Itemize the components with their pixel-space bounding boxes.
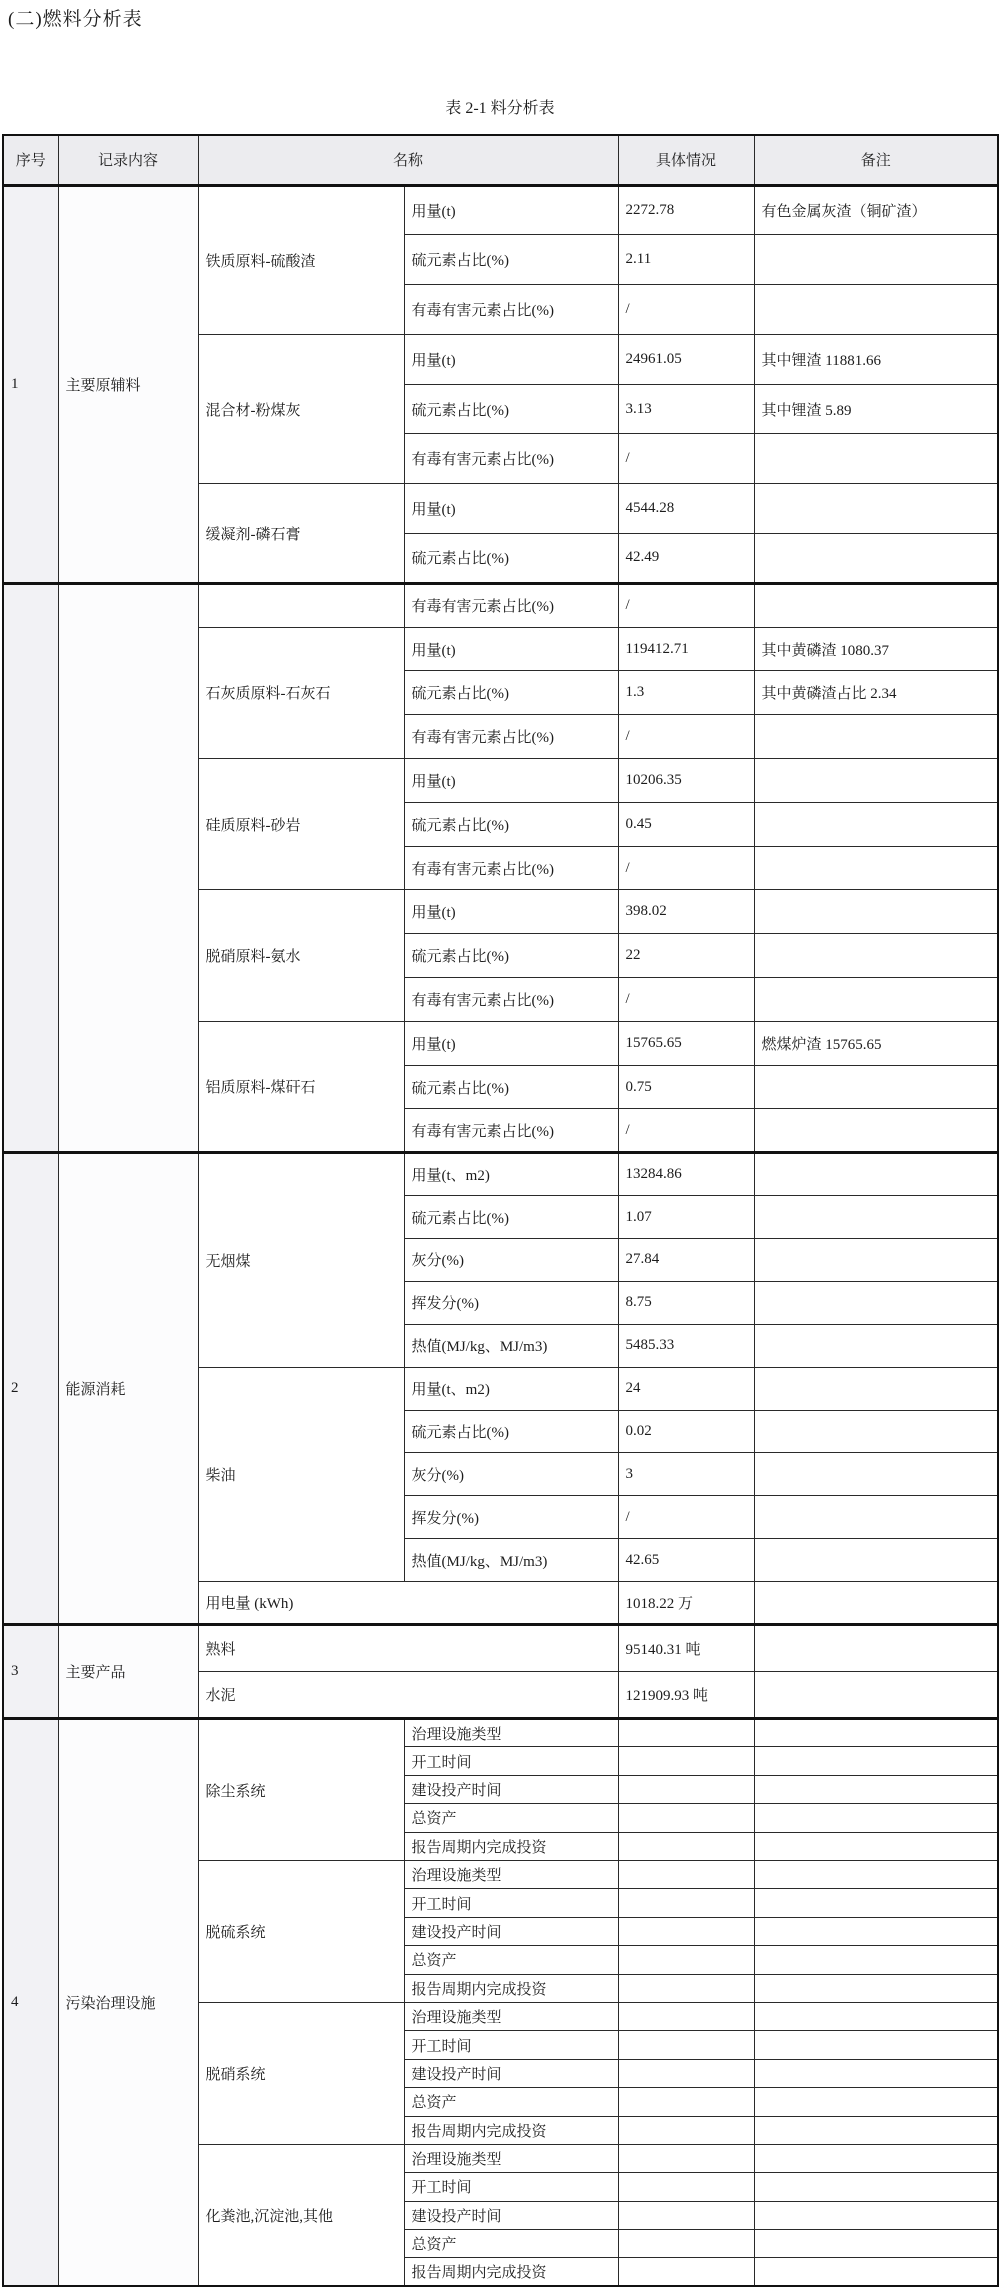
detail-cell: /	[618, 1496, 754, 1539]
detail-cell: 27.84	[618, 1239, 754, 1282]
detail-cell: 119412.71	[618, 627, 754, 671]
group-name-cell: 石灰质原料-石灰石	[198, 627, 404, 758]
col-header-detail: 具体情况	[618, 135, 754, 185]
group-name-cell: 缓凝剂-磷石膏	[198, 484, 404, 584]
detail-cell: 13284.86	[618, 1153, 754, 1196]
item-name-cell: 热值(MJ/kg、MJ/m3)	[404, 1324, 618, 1367]
remark-cell	[754, 1109, 998, 1153]
detail-cell: 8.75	[618, 1281, 754, 1324]
item-name-cell: 总资产	[404, 2230, 618, 2258]
remark-cell	[754, 802, 998, 846]
group-name-cell: 无烟煤	[198, 1153, 404, 1367]
detail-cell: 121909.93 吨	[618, 1672, 754, 1719]
table-row	[3, 1625, 998, 1672]
detail-cell	[618, 2002, 754, 2030]
detail-cell: 22	[618, 934, 754, 978]
item-name-cell: 治理设施类型	[404, 2144, 618, 2172]
item-name-cell: 热值(MJ/kg、MJ/m3)	[404, 1539, 618, 1582]
remark-cell	[754, 759, 998, 803]
remark-cell	[754, 1582, 998, 1625]
group-name-cell: 脱硫系统	[198, 1860, 404, 2002]
content-cell: 主要原辅料	[58, 185, 198, 583]
remark-cell	[754, 1153, 998, 1196]
detail-cell	[618, 2144, 754, 2172]
remark-cell	[754, 2031, 998, 2059]
remark-cell	[754, 1747, 998, 1775]
group-name-cell: 用电量 (kWh)	[198, 1582, 618, 1625]
remark-cell	[754, 1946, 998, 1974]
detail-cell: 42.49	[618, 534, 754, 584]
detail-cell	[618, 2258, 754, 2286]
content-cell	[58, 583, 198, 1152]
detail-cell: 0.75	[618, 1065, 754, 1109]
remark-cell	[754, 2201, 998, 2229]
item-name-cell: 开工时间	[404, 1889, 618, 1917]
remark-cell	[754, 1917, 998, 1945]
detail-cell	[618, 1804, 754, 1832]
item-name-cell: 硫元素占比(%)	[404, 235, 618, 285]
item-name-cell: 报告周期内完成投资	[404, 2116, 618, 2144]
group-name-cell: 混合材-粉煤灰	[198, 334, 404, 483]
item-name-cell: 治理设施类型	[404, 1860, 618, 1888]
item-name-cell: 开工时间	[404, 2173, 618, 2201]
seq-cell: 1	[3, 185, 58, 583]
remark-cell	[754, 1804, 998, 1832]
item-name-cell: 硫元素占比(%)	[404, 384, 618, 434]
remark-cell	[754, 1860, 998, 1888]
col-header-remark: 备注	[754, 135, 998, 185]
page-title: (二)燃料分析表	[8, 9, 143, 30]
item-name-cell: 报告周期内完成投资	[404, 1974, 618, 2002]
remark-cell	[754, 1367, 998, 1410]
detail-cell: /	[618, 434, 754, 484]
group-name-cell: 铝质原料-煤矸石	[198, 1021, 404, 1152]
detail-cell: 10206.35	[618, 759, 754, 803]
content-cell: 污染治理设施	[58, 1719, 198, 2287]
group-name-cell: 脱硝系统	[198, 2002, 404, 2144]
item-name-cell: 建设投产时间	[404, 2059, 618, 2087]
detail-cell	[618, 2230, 754, 2258]
remark-cell	[754, 285, 998, 335]
group-name-cell	[198, 583, 404, 627]
detail-cell	[618, 1889, 754, 1917]
detail-cell: 42.65	[618, 1539, 754, 1582]
remark-cell	[754, 1065, 998, 1109]
remark-cell	[754, 846, 998, 890]
item-name-cell: 用量(t)	[404, 759, 618, 803]
item-name-cell: 有毒有害元素占比(%)	[404, 1109, 618, 1153]
remark-cell	[754, 1832, 998, 1860]
fuel-analysis-table	[2, 134, 999, 2287]
item-name-cell: 治理设施类型	[404, 2002, 618, 2030]
remark-cell	[754, 2258, 998, 2286]
group-name-cell: 脱硝原料-氨水	[198, 890, 404, 1021]
item-name-cell: 用量(t)	[404, 185, 618, 235]
detail-cell: 3	[618, 1453, 754, 1496]
item-name-cell: 用量(t)	[404, 1021, 618, 1065]
group-name-cell: 硅质原料-砂岩	[198, 759, 404, 890]
item-name-cell: 挥发分(%)	[404, 1496, 618, 1539]
group-name-cell: 柴油	[198, 1367, 404, 1581]
detail-cell	[618, 2201, 754, 2229]
remark-cell	[754, 1672, 998, 1719]
remark-cell	[754, 1775, 998, 1803]
item-name-cell: 总资产	[404, 2088, 618, 2116]
item-name-cell: 用量(t)	[404, 334, 618, 384]
remark-cell: 其中锂渣 5.89	[754, 384, 998, 434]
remark-cell	[754, 890, 998, 934]
seq-cell: 3	[3, 1625, 58, 1719]
detail-cell	[618, 1974, 754, 2002]
item-name-cell: 治理设施类型	[404, 1719, 618, 1747]
detail-cell: 5485.33	[618, 1324, 754, 1367]
item-name-cell: 挥发分(%)	[404, 1281, 618, 1324]
detail-cell: /	[618, 715, 754, 759]
remark-cell: 其中黄磷渣占比 2.34	[754, 671, 998, 715]
item-name-cell: 有毒有害元素占比(%)	[404, 715, 618, 759]
item-name-cell: 用量(t、m2)	[404, 1367, 618, 1410]
table-body	[3, 185, 998, 2286]
group-name-cell: 铁质原料-硫酸渣	[198, 185, 404, 334]
remark-cell	[754, 2059, 998, 2087]
item-name-cell: 硫元素占比(%)	[404, 1410, 618, 1453]
col-header-content: 记录内容	[58, 135, 198, 185]
item-name-cell: 有毒有害元素占比(%)	[404, 434, 618, 484]
item-name-cell: 硫元素占比(%)	[404, 1065, 618, 1109]
remark-cell	[754, 2230, 998, 2258]
item-name-cell: 开工时间	[404, 1747, 618, 1775]
detail-cell	[618, 1775, 754, 1803]
remark-cell	[754, 1410, 998, 1453]
item-name-cell: 用量(t)	[404, 627, 618, 671]
item-name-cell: 有毒有害元素占比(%)	[404, 285, 618, 335]
remark-cell: 燃煤炉渣 15765.65	[754, 1021, 998, 1065]
item-name-cell: 灰分(%)	[404, 1239, 618, 1282]
seq-cell: 2	[3, 1153, 58, 1625]
content-cell: 主要产品	[58, 1625, 198, 1719]
detail-cell	[618, 1719, 754, 1747]
detail-cell: 95140.31 吨	[618, 1625, 754, 1672]
item-name-cell: 有毒有害元素占比(%)	[404, 583, 618, 627]
item-name-cell: 硫元素占比(%)	[404, 1196, 618, 1239]
detail-cell: 1.07	[618, 1196, 754, 1239]
detail-cell: 1.3	[618, 671, 754, 715]
col-header-name: 名称	[198, 135, 618, 185]
header-row	[3, 135, 998, 185]
item-name-cell: 报告周期内完成投资	[404, 2258, 618, 2286]
remark-cell	[754, 715, 998, 759]
detail-cell	[618, 2173, 754, 2201]
detail-cell	[618, 2059, 754, 2087]
remark-cell: 其中黄磷渣 1080.37	[754, 627, 998, 671]
group-name-cell: 熟料	[198, 1625, 618, 1672]
item-name-cell: 建设投产时间	[404, 2201, 618, 2229]
detail-cell: 3.13	[618, 384, 754, 434]
detail-cell: 0.45	[618, 802, 754, 846]
remark-cell	[754, 1625, 998, 1672]
item-name-cell: 总资产	[404, 1946, 618, 1974]
item-name-cell: 用量(t、m2)	[404, 1153, 618, 1196]
remark-cell: 其中锂渣 11881.66	[754, 334, 998, 384]
col-header-no: 序号	[3, 135, 58, 185]
table-row	[3, 1719, 998, 1747]
remark-cell	[754, 1281, 998, 1324]
remark-cell	[754, 934, 998, 978]
detail-cell: /	[618, 285, 754, 335]
remark-cell	[754, 484, 998, 534]
item-name-cell: 建设投产时间	[404, 1775, 618, 1803]
item-name-cell: 报告周期内完成投资	[404, 1832, 618, 1860]
detail-cell	[618, 2116, 754, 2144]
detail-cell: 2272.78	[618, 185, 754, 235]
detail-cell: 24961.05	[618, 334, 754, 384]
group-name-cell: 除尘系统	[198, 1719, 404, 1861]
table-caption: 表 2-1 料分析表	[445, 100, 555, 117]
detail-cell: 4544.28	[618, 484, 754, 534]
remark-cell	[754, 1539, 998, 1582]
detail-cell: 0.02	[618, 1410, 754, 1453]
detail-cell	[618, 2031, 754, 2059]
remark-cell	[754, 235, 998, 285]
item-name-cell: 硫元素占比(%)	[404, 671, 618, 715]
item-name-cell: 有毒有害元素占比(%)	[404, 846, 618, 890]
remark-cell	[754, 434, 998, 484]
group-name-cell: 化粪池,沉淀池,其他	[198, 2144, 404, 2286]
detail-cell: 24	[618, 1367, 754, 1410]
item-name-cell: 开工时间	[404, 2031, 618, 2059]
detail-cell: /	[618, 583, 754, 627]
seq-cell: 4	[3, 1719, 58, 2287]
item-name-cell: 硫元素占比(%)	[404, 802, 618, 846]
detail-cell: 1018.22 万	[618, 1582, 754, 1625]
seq-cell	[3, 583, 58, 1152]
detail-cell	[618, 1860, 754, 1888]
remark-cell	[754, 1324, 998, 1367]
detail-cell: /	[618, 846, 754, 890]
item-name-cell: 硫元素占比(%)	[404, 534, 618, 584]
detail-cell	[618, 2088, 754, 2116]
detail-cell: 398.02	[618, 890, 754, 934]
item-name-cell: 用量(t)	[404, 484, 618, 534]
remark-cell	[754, 2173, 998, 2201]
remark-cell	[754, 534, 998, 584]
remark-cell	[754, 2088, 998, 2116]
detail-cell	[618, 1832, 754, 1860]
remark-cell	[754, 2002, 998, 2030]
detail-cell	[618, 1747, 754, 1775]
table-row	[3, 185, 998, 235]
group-name-cell: 水泥	[198, 1672, 618, 1719]
item-name-cell: 有毒有害元素占比(%)	[404, 978, 618, 1022]
remark-cell	[754, 583, 998, 627]
detail-cell: /	[618, 978, 754, 1022]
remark-cell	[754, 1496, 998, 1539]
remark-cell	[754, 2116, 998, 2144]
remark-cell	[754, 1196, 998, 1239]
table-row	[3, 583, 998, 627]
item-name-cell: 总资产	[404, 1804, 618, 1832]
remark-cell: 有色金属灰渣（铜矿渣）	[754, 185, 998, 235]
content-cell: 能源消耗	[58, 1153, 198, 1625]
detail-cell: /	[618, 1109, 754, 1153]
item-name-cell: 硫元素占比(%)	[404, 934, 618, 978]
remark-cell	[754, 1974, 998, 2002]
table-row	[3, 1153, 998, 1196]
remark-cell	[754, 1719, 998, 1747]
detail-cell: 15765.65	[618, 1021, 754, 1065]
remark-cell	[754, 1889, 998, 1917]
detail-cell: 2.11	[618, 235, 754, 285]
remark-cell	[754, 978, 998, 1022]
remark-cell	[754, 1239, 998, 1282]
item-name-cell: 用量(t)	[404, 890, 618, 934]
detail-cell	[618, 1917, 754, 1945]
remark-cell	[754, 1453, 998, 1496]
detail-cell	[618, 1946, 754, 1974]
item-name-cell: 灰分(%)	[404, 1453, 618, 1496]
item-name-cell: 建设投产时间	[404, 1917, 618, 1945]
remark-cell	[754, 2144, 998, 2172]
